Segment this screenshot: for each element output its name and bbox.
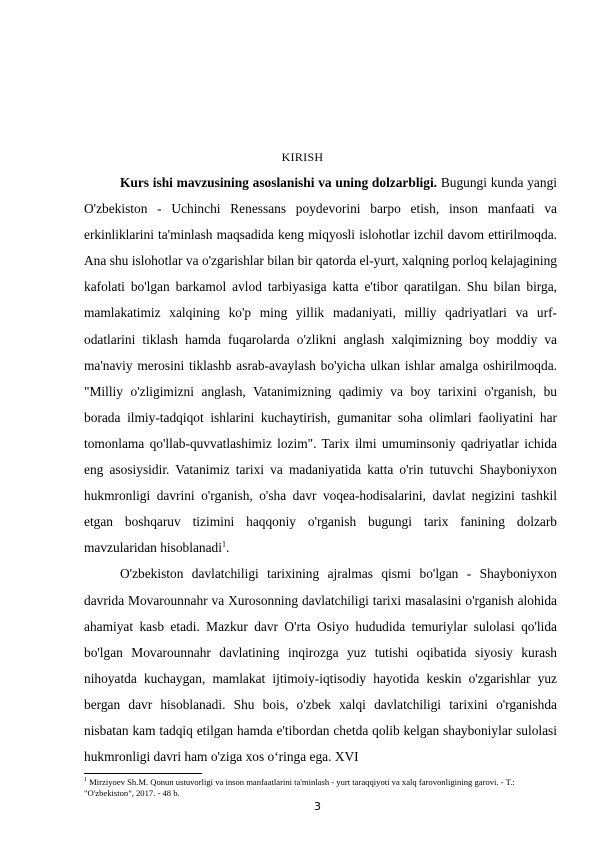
paragraph-1-end: . [225, 540, 230, 556]
page-number: 3 [314, 800, 321, 813]
footnote-separator [84, 773, 202, 774]
body-text [84, 170, 557, 770]
paragraph-1 [84, 170, 557, 561]
paragraph-1-lead: Kurs ishi mavzusining asoslanishi va uning dolzarbligi. [120, 175, 438, 190]
paragraph-2: O'zbekiston davlatchiligi tarixining ajralmas qismi bo'lgan - Shayboniyxon davrida Movarounnahr va Xurosonning davlatchiligi tarixi masalasini o'rganish alohida ahamiyat kasb etadi. Mazkur davr O'rta Osiyo hududida temuriylar sulolasi qo'lida bo'lgan Movarounnahr davlatining inqirozga yuz tutishi oqibatida siyosiy kurash nihoyatda kuchaygan, mamlakat ijtimoiy-iqtisodiy hayotida keskin o'zgarishlar yuz bergan davr hisoblanadi. Shu bois, o'zbek xalqi davlatchiligi tarixini o'rganishda nisbatan kam tadqiq etilgan hamda e'tibordan chetda qolib kelgan shayboniylar sulolasi hukmronligi davri ham o'ziga xos o‘ringa ega. XVI [84, 566, 557, 765]
section-heading: KIRISH [281, 150, 324, 164]
paragraph-1-text: Bugungi kunda yangi O'zbekiston - Uchinchi Renessans poydevorini barpo etish, inson manfaati va erkinliklarini ta'minlash maqsadida keng miqyosli islohotlar izchil davom ettirilmoqda. Ana shu islohotlar va o'zgarishlar bilan bir qatorda el-yurt, xalqning porloq kelajagining kafolati bo'lgan barkamol avlod tarbiyasiga katta e'tibor qaratilgan. Shu bilan birga, mamlakatimiz xalqining ko'p ming yillik madaniyati, milliy qadriyatlari va urf-odatlarini tiklash hamda fuqarolarda o'zlikni anglash xalqimizning boy moddiy va ma'naviy merosini tiklashb asrab-avaylash bo'yicha ulkan ishlar amalga oshirilmoqda. "Milliy o'zligimizni anglash, Vatanimizning qadimiy va boy tarixini o'rganish, bu borada ilmiy-tadqiqot ishlarini kuchaytirish, gumanitar soha olimlari faoliyatini har tomonlama qo'llab-quvvatlashimiz lozim". Tarix ilmi umuminsoniy qadriyatlar ichida eng asosiysidir. Vatanimiz tarixi va madaniyatida katta o'rin tutuvchi Shayboniyxon hukmronligi davrini o'rganish, o'sha davr voqea-hodisalarini, davlat negizini tashkil etgan boshqaruv tizimini haqqoniy o'rganish bugungi tarix fanining dolzarb mavzularidan hisoblanadi [84, 175, 557, 556]
footnote-reference[interactable]: 1 [221, 539, 226, 549]
footnote-marker: 1 [84, 777, 87, 784]
footnote [84, 777, 564, 799]
footnote-text: Mirziyoev Sh.M. Qonun ustuvorligi va inson manfaatlarini ta'minlash - yurt taraqqiyoti va xalq farovonligining garovi. - T.: "O'zbekiston", 2017. - 48 b. [84, 777, 515, 798]
